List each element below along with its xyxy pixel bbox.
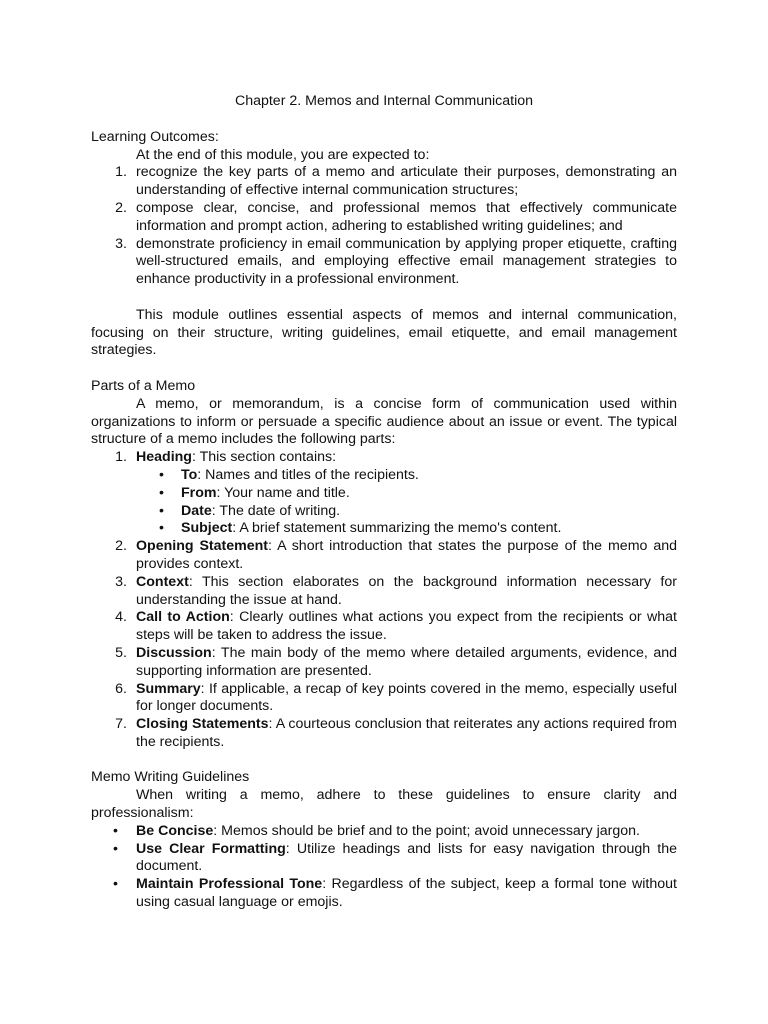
memo-part-label: Discussion	[136, 644, 212, 661]
overview-paragraph: This module outlines essential aspects of memos and internal communication, focusing on their structure, writing guidelines, email etiquette, and email management strategies.	[91, 306, 677, 359]
list-number: 5.	[115, 644, 127, 661]
heading-sub-item	[136, 503, 677, 521]
memo-part-item	[91, 609, 677, 645]
guideline-item	[91, 841, 677, 877]
memo-part-text: : If applicable, a recap of key points covered in the memo, especially useful for longer documents.	[136, 680, 677, 715]
sub-item-label: Date	[181, 502, 212, 519]
spacer	[91, 752, 677, 770]
sub-item-text: : A brief statement summarizing the memo's content.	[232, 520, 562, 537]
memo-part-text: : Clearly outlines what actions you expect from the recipients or what steps will be taken to address the issue.	[136, 609, 677, 644]
memo-part-item	[91, 538, 677, 574]
bullet-icon: •	[159, 520, 164, 537]
learning-outcome-item	[91, 236, 677, 289]
guideline-item	[91, 876, 677, 912]
page-title: Chapter 2. Memos and Internal Communication	[234, 93, 534, 109]
list-number: 2.	[115, 199, 127, 216]
list-item-text: recognize the key parts of a memo and articulate their purposes, demonstrating an understanding of effective internal communication structures;	[136, 164, 677, 199]
list-item-text: demonstrate proficiency in email communication by applying proper etiquette, crafting well-structured emails, and employing effective email management strategies to enhance productivity in a professional environment.	[136, 235, 677, 288]
sub-item-text: : Names and titles of the recipients.	[197, 466, 419, 483]
memo-part-label: Context	[136, 573, 189, 590]
guideline-label: Maintain Professional Tone	[136, 876, 323, 893]
list-item-text: compose clear, concise, and professional memos that effectively communicate information and prompt action, adhering to established writing guidelines; and	[136, 199, 677, 234]
memo-part-label: Call to Action	[136, 609, 230, 626]
sub-item-text: : Your name and title.	[216, 484, 350, 501]
heading-sub-item	[136, 467, 677, 485]
learning-outcome-item	[91, 164, 677, 200]
writing-guidelines-heading: Memo Writing Guidelines	[91, 769, 250, 786]
guideline-text: : Utilize headings and lists for easy navigation through the document.	[136, 840, 677, 875]
memo-part-text: : A courteous conclusion that reiterates any actions required from the recipients.	[136, 716, 677, 750]
memo-part-item	[91, 716, 677, 752]
memo-part-item	[91, 645, 677, 681]
spacer	[91, 111, 677, 129]
memo-part-text: : This section elaborates on the background information necessary for understanding the issue at hand.	[136, 573, 677, 608]
learning-outcomes-heading: Learning Outcomes:	[91, 128, 219, 145]
learning-outcomes-intro: At the end of this module, you are expected to:	[136, 146, 430, 163]
memo-parts-list	[91, 449, 677, 752]
bullet-icon: •	[113, 840, 118, 857]
list-number: 4.	[115, 609, 127, 626]
memo-part-item	[91, 449, 677, 538]
sub-item-text: : The date of writing.	[211, 502, 341, 519]
bullet-icon: •	[113, 822, 118, 839]
heading-sub-list	[136, 467, 677, 538]
list-number: 7.	[115, 716, 127, 733]
sub-item-label: To	[181, 466, 198, 483]
spacer	[91, 289, 677, 307]
learning-outcomes-list	[91, 164, 677, 289]
memo-part-text: : This section contains:	[191, 449, 337, 466]
guideline-item	[91, 823, 677, 841]
bullet-icon: •	[113, 876, 118, 893]
guidelines-list	[91, 823, 677, 912]
list-number: 2.	[115, 538, 127, 555]
bullet-icon: •	[159, 466, 164, 483]
bullet-icon: •	[159, 484, 164, 501]
memo-part-text: : The main body of the memo where detailed arguments, evidence, and supporting information are presented.	[136, 644, 677, 679]
memo-part-text: : A short introduction that states the purpose of the memo and provides context.	[136, 538, 677, 572]
memo-part-label: Closing Statements	[136, 716, 269, 733]
list-number: 1.	[115, 164, 127, 181]
sub-item-label: From	[181, 484, 217, 501]
memo-part-item	[91, 574, 677, 610]
spacer	[91, 360, 677, 378]
guideline-label: Use Clear Formatting	[136, 840, 286, 857]
list-number: 3.	[115, 235, 127, 252]
heading-sub-item	[136, 520, 677, 538]
sub-item-label: Subject	[181, 520, 233, 537]
learning-outcome-item	[91, 200, 677, 236]
list-number: 1.	[115, 449, 127, 466]
heading-sub-item	[136, 485, 677, 503]
list-number: 3.	[115, 573, 127, 590]
memo-part-label: Opening Statement	[136, 538, 269, 555]
parts-of-memo-heading: Parts of a Memo	[91, 377, 196, 394]
memo-part-item	[91, 681, 677, 717]
bullet-icon: •	[159, 502, 164, 519]
memo-part-label: Summary	[136, 680, 201, 697]
list-number: 6.	[115, 680, 127, 697]
parts-of-memo-intro: A memo, or memorandum, is a concise form of communication used within organizations to inform or persuade a specific audience about an issue or event. The typical structure of a memo includes the following parts:	[91, 395, 677, 448]
memo-part-label: Heading	[136, 449, 192, 466]
guideline-label: Be Concise	[136, 822, 214, 839]
guideline-text: : Regardless of the subject, keep a formal tone without using casual language or emojis.	[136, 876, 677, 911]
writing-guidelines-intro: When writing a memo, adhere to these guidelines to ensure clarity and professionalism:	[91, 787, 677, 822]
guideline-text: : Memos should be brief and to the point; avoid unnecessary jargon.	[213, 822, 640, 839]
